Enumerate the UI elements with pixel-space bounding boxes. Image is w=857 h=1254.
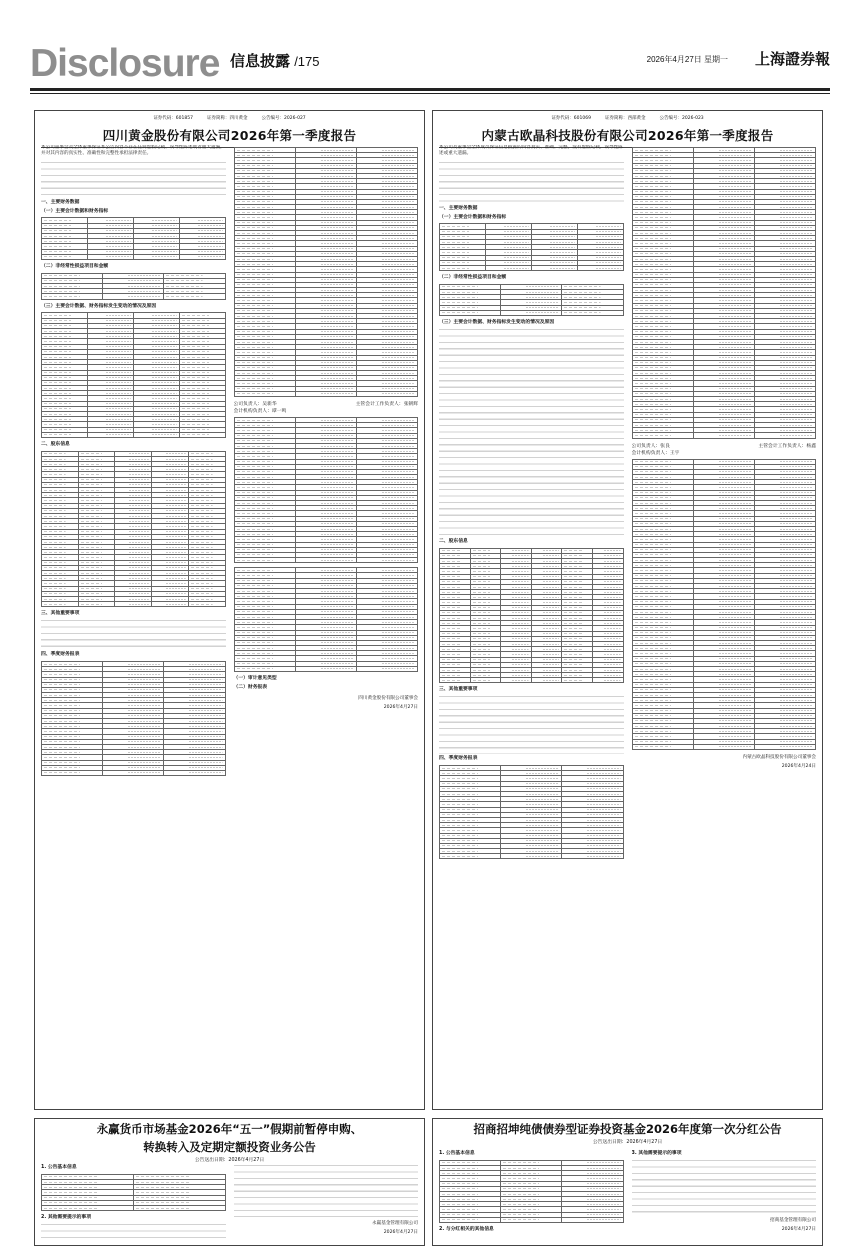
report-column-1 [41,145,226,1105]
stock-short-name: 证券简称：四川黄金 [207,116,248,121]
announcement-number: 公告编号：2026-027 [261,116,306,121]
disclosure-logo: Disclosure [30,42,220,85]
notice-sign-date: 2026年4月27日 [781,1226,816,1232]
section-heading: 2. 与分红相关的其他信息 [439,1227,494,1233]
cash-flow-table [234,567,419,672]
balance-sheet-continued [234,147,419,397]
notice-sign-date: 2026年4月27日 [383,1230,418,1235]
change-reason-table [41,312,226,438]
stock-codes [35,111,424,121]
legal-representative: 公司负责人：张良 [631,443,670,449]
notice-column-2 [632,1149,817,1241]
shareholder-table [41,451,226,608]
accounting-agency-head: 会计机构负责人：谭一鸣 [233,409,287,414]
legal-representative: 公司负责人：吴新华 [233,402,277,407]
announcement-number: 公告编号：2026-023 [659,116,704,121]
section-heading: （一）审计意见类型 [233,676,277,681]
report-column-2 [234,145,419,1105]
balance-sheet-continued [632,147,817,439]
notice-column-1 [439,1149,624,1241]
section-heading: （三）主要会计数据、财务指标发生变动的情况及原因 [41,303,157,309]
report-date: 2026年4月27日 [383,704,418,710]
intro-text: 本公司及董事会全体成员保证信息披露的内容真实、准确、完整，没有虚假记载、误导性陈述或重大遗漏。 [439,145,623,157]
signature-block [632,443,817,457]
notice-body [41,1163,418,1241]
board-line: 内蒙古欧晶科技股份有限公司董事会 [742,755,816,760]
report-date: 2026年4月24日 [781,764,816,769]
section-heading: 三、其他重要事项 [41,611,80,617]
section-heading: 2. 其他需要提示的事项 [41,1215,92,1221]
notice-signer: 永赢基金管理有限公司 [372,1221,418,1226]
left-quarterly-report [34,110,425,1110]
stock-codes [433,111,822,121]
masthead-rule-thin [30,93,830,94]
notice-date: 公告送出日期：2026年4月27日 [592,1140,663,1145]
section-heading: 二、股东信息 [41,441,70,447]
publish-date: 2026年4月27日 星期一 [646,55,728,64]
financial-table [439,223,624,271]
section-heading: 3. 其他需要提示的事项 [631,1151,682,1156]
accounting-head: 主管会计工作负责人：张朝辉 [355,402,418,407]
section-heading: 四、季度财务报表 [41,652,80,658]
section-heading: （二）财务报表 [233,684,268,690]
section-title [230,50,320,71]
section-heading: （二）非经常性损益项目和金额 [41,263,109,269]
non-recurring-table [41,273,226,300]
report-title: 内蒙古欧晶科技股份有限公司2026年第一季度报告 [481,128,774,143]
fund-suspension-notice [34,1118,425,1246]
change-explanation-text [439,327,624,537]
report-column-1 [439,145,624,1105]
text-block [632,1158,817,1214]
signature-block [234,401,419,415]
text-block [41,1222,226,1241]
text-block [439,694,624,754]
notice-title-line-2: 转换转入及定期定额投资业务公告 [143,1140,316,1154]
section-heading: 一、主要财务数据 [41,199,80,205]
text-block [41,618,226,650]
board-line: 四川黄金股份有限公司董事会 [358,695,418,701]
income-statement-table [632,459,817,751]
balance-sheet-table [41,661,226,776]
report-title: 四川黄金股份有限公司2026年第一季度报告 [102,128,357,143]
newspaper-name: 上海證券報 [754,50,830,68]
text-block [41,160,226,198]
stock-short-name: 证券简称：西部黄金 [605,116,646,121]
non-recurring-table [439,284,624,316]
notice-info-table [41,1174,226,1211]
section-heading: 二、股东信息 [439,538,468,544]
fund-dividend-notice [432,1118,823,1246]
intro-text: 本公司董事会及全体董事保证本公告内容不存在任何虚假记载、误导性陈述或者重大遗漏，并对其内容的真实性、准确性和完整性承担法律责任。 [41,145,225,157]
section-heading: （一）主要会计数据和财务指标 [41,208,109,214]
financial-table [41,217,226,260]
page-number: /175 [294,54,320,69]
accounting-head: 主管会计工作负责人：杨鑫 [758,443,816,449]
text-block [439,160,624,204]
section-heading: （三）主要会计数据、财务指标发生变动的情况及原因 [439,320,555,326]
masthead [30,42,830,86]
section-heading: 1. 公告基本信息 [439,1151,475,1156]
stock-code: 证券代码：601069 [551,116,591,121]
notice-title: 招商招坤纯债债券型证券投资基金2026年度第一次分红公告 [473,1122,782,1136]
stock-code: 证券代码：601857 [153,116,193,121]
notice-title-line-1: 永赢货币市场基金2026年“五一”假期前暂停申购、 [96,1122,363,1136]
section-heading: （一）主要会计数据和财务指标 [439,214,507,220]
section-name: 信息披露 [230,53,291,70]
notice-column-2 [234,1163,419,1241]
text-block [234,1163,419,1217]
dividend-info-table [439,1160,624,1223]
notice-signer: 招商基金管理有限公司 [770,1217,816,1223]
accounting-agency-head: 会计机构负责人：王宇 [631,450,680,456]
income-statement-table [234,417,419,563]
shareholder-table [439,548,624,684]
section-heading: 四、季度财务报表 [439,756,478,762]
masthead-rule [30,88,830,91]
balance-sheet-table [439,765,624,859]
notice-date: 公告送出日期：2026年4月27日 [194,1158,265,1163]
report-column-2 [632,145,817,1105]
section-heading: 三、其他重要事项 [439,687,478,693]
section-heading: （二）非经常性损益项目和金额 [439,275,507,281]
notice-column-1 [41,1163,226,1241]
right-quarterly-report [432,110,823,1110]
section-heading: 一、主要财务数据 [439,205,478,211]
notice-body [439,1149,816,1241]
section-heading: 1. 公告基本信息 [41,1165,77,1170]
